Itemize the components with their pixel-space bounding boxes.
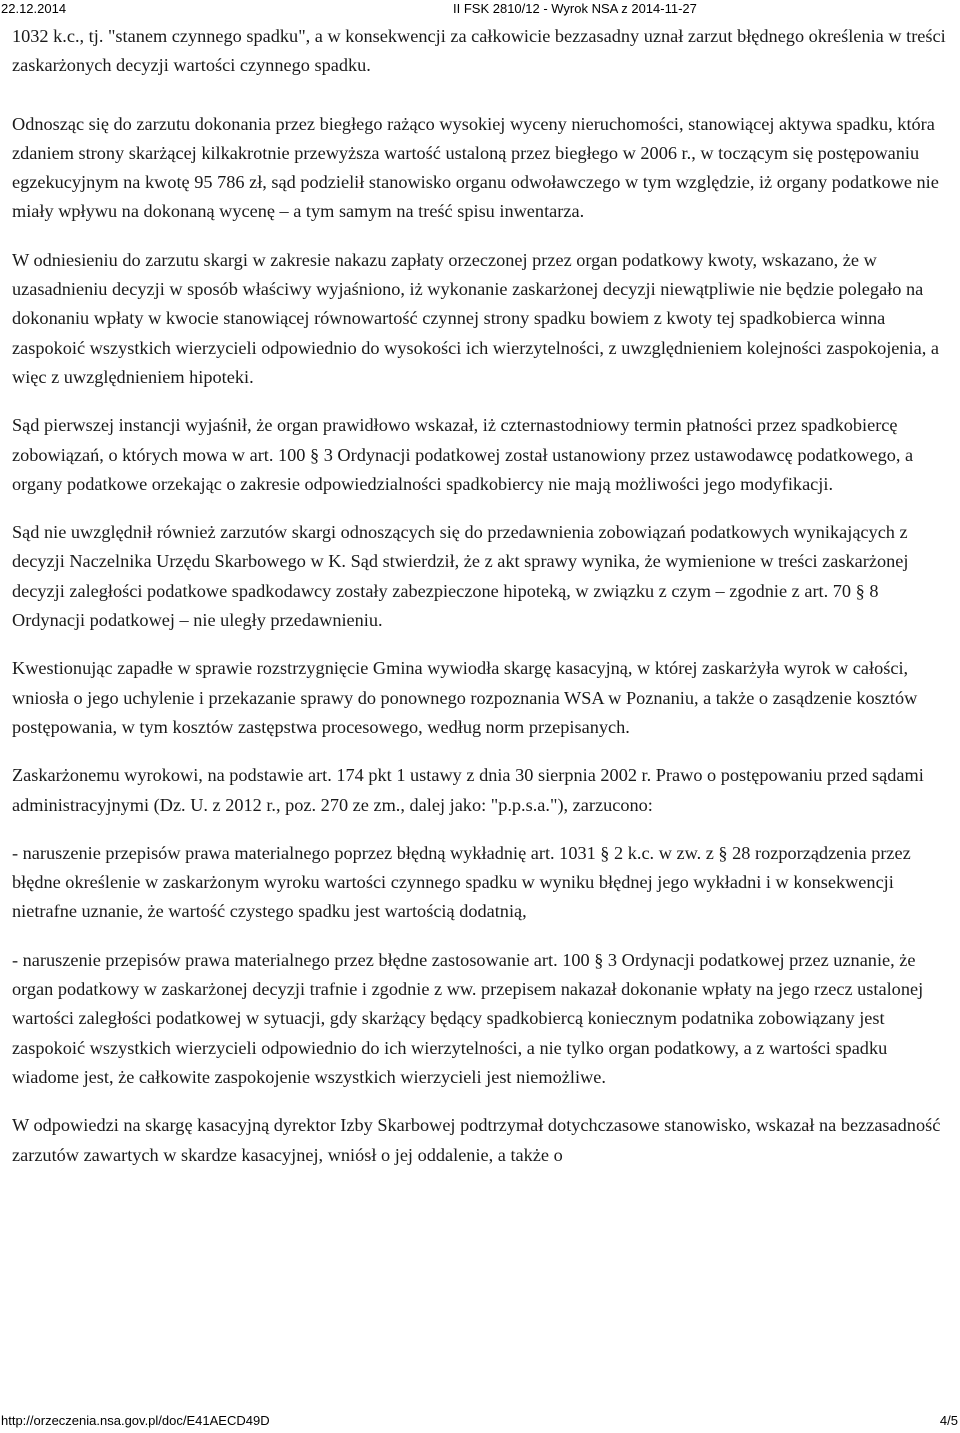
paragraph: W odpowiedzi na skargę kasacyjną dyrektor Izby Skarbowej podtrzymał dotychczasowe stanowisko, wskazał na bezzasadność zarzutów zawartych w skardze kasacyjnej, wniósł o jej oddalenie, a także o xyxy=(12,1115,941,1165)
source-url-link[interactable]: http://orzeczenia.nsa.gov.pl/doc/E41AECD49D xyxy=(1,1413,270,1428)
paragraph: Sąd pierwszej instancji wyjaśnił, że organ prawidłowo wskazał, iż czternastodniowy termin płatności przez spadkobiercę zobowiązań, o których mowa w art. 100 § 3 Ordynacji podatkowej został ustanowiony przez ustawodawcę podatkowego, a organy podatkowe orzekając o zakresie odpowiedzialności spadkobiercy nie mają możliwości jego modyfikacji. xyxy=(12,415,914,494)
paragraph: - naruszenie przepisów prawa materialnego przez błędne zastosowanie art. 100 § 3 Ordynacji podatkowej przez uznanie, że organ podatkowy w zaskarżonej decyzji trafnie i zgodnie z ww. przepisem nakazał dokonanie wpłaty na jego rzecz ustalonej wartości zaległości podatkowej w sytuacji, gdy skarżący będący spadkobiercą koniecznym podatnika zobowiązany jest zaspokoić wszystkich wierzycieli odpowiednio do ich wierzytelności, a nie tylko organ podatkowy, a z wartości spadku wiadome jest, że całkowite zaspokojenie wszystkich wierzycieli jest niemożliwe. xyxy=(12,949,924,1087)
paragraph: Kwestionując zapadłe w sprawie rozstrzygnięcie Gmina wywiodła skargę kasacyjną, w której zaskarżyła wyrok w całości, wniosła o jego uchylenie i przekazanie sprawy do ponownego rozpoznania WSA w Poznaniu, a także o zasądzenie kosztów postępowania, w tym kosztów zastępstwa procesowego, według norm przepisanych. xyxy=(12,658,918,737)
paragraph: Sąd nie uwzględnił również zarzutów skargi odnoszących się do przedawnienia zobowiązań podatkowych wynikających z decyzji Naczelnika Urzędu Skarbowego w K. Sąd stwierdził, że z akt sprawy wynika, że wymienione w treści zaskarżonej decyzji zaległości podatkowe spadkodawcy zostały zabezpieczone hipoteką, w związku z czym – zgodnie z art. 70 § 8 Ordynacji podatkowej – nie uległy przedawnieniu. xyxy=(12,522,909,631)
paragraph: 1032 k.c., tj. "stanem czynnego spadku", a w konsekwencji za całkowicie bezzasadny uznał zarzut błędnego określenia w treści zaskarżonych decyzji wartości czynnego spadku. xyxy=(12,26,946,76)
paragraph: Odnosząc się do zarzutu dokonania przez biegłego rażąco wysokiej wyceny nieruchomości, stanowiącej aktywa spadku, która zdaniem strony skarżącej kilkakrotnie przewyższa wartość ustaloną przez biegłego w 2006 r., w toczącym się postępowaniu egzekucyjnym na kwotę 95 786 zł, sąd podzielił stanowisko organu odwoławczego w tym względzie, iż organy podatkowe nie miały wpływu na dokonaną wycenę – a tym samym na treść spisu inwentarza. xyxy=(12,113,939,222)
document-title: II FSK 2810/12 - Wyrok NSA z 2014-11-27 xyxy=(453,1,697,16)
page-number: 4/5 xyxy=(939,1413,958,1428)
judgment-text xyxy=(12,22,947,1189)
print-header xyxy=(0,0,960,20)
print-footer xyxy=(0,1412,960,1432)
print-date: 22.12.2014 xyxy=(1,1,67,16)
paragraph: W odniesieniu do zarzutu skargi w zakresie nakazu zapłaty orzeczonej przez organ podatkowy kwoty, wskazano, że w uzasadnieniu decyzji w sposób właściwy wyjaśniono, iż wykonanie zaskarżonej decyzji niewątpliwie nie będzie polegało na dokonaniu wpłaty w kwocie stanowiącej równowartość czynnej strony spadku bowiem z kwoty tej spadkobierca winna zaspokoić wszystkich wierzycieli odpowiednio do wysokości ich wierzytelności, z uwzględnieniem kolejności zaspokojenia, a więc z uwzględnieniem hipoteki. xyxy=(12,249,940,387)
paragraph: Zaskarżonemu wyrokowi, na podstawie art. 174 pkt 1 ustawy z dnia 30 sierpnia 2002 r. Prawo o postępowaniu przed sądami administracyjnymi (Dz. U. z 2012 r., poz. 270 ze zm., dalej jako: "p.p.s.a."), zarzucono: xyxy=(12,765,924,815)
paragraph: - naruszenie przepisów prawa materialnego poprzez błędną wykładnię art. 1031 § 2 k.c. w zw. z § 28 rozporządzenia przez błędne określenie w zaskarżonym wyroku wartości czynnego spadku w wyniku błędnej jego wykładni i w konsekwencji nietrafne uznanie, że wartość czystego spadku jest wartością dodatnią, xyxy=(12,842,911,922)
